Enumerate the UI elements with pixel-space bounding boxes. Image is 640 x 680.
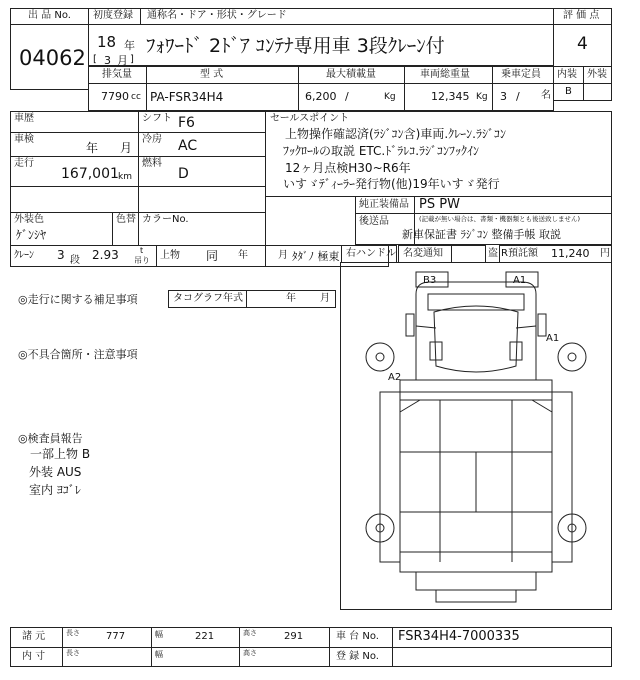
lot-number: 04062	[19, 46, 86, 70]
sales-line-4: いすゞﾃﾞｨｰﾗｰ発行物(他)19年いすゞ発行	[283, 177, 500, 191]
spec-label: 諸 元	[22, 631, 46, 642]
damage-mark-a1-rear: A1	[513, 275, 527, 286]
max-load-label: 最大積載量	[326, 69, 376, 80]
damage-mark-b3: B3	[423, 275, 437, 286]
defects-title: ◎不具合箇所・注意事項	[18, 348, 138, 361]
inspection-label: 車検	[14, 134, 34, 145]
model-code: PA-FSR34H4	[150, 90, 224, 104]
recycle-label: R預託額	[501, 248, 538, 259]
capacity: 3	[500, 90, 507, 103]
equipment-label: 純正装備品	[359, 199, 409, 210]
gross-weight-label: 車両総重量	[420, 69, 470, 80]
capacity-label: 乗車定員	[501, 69, 541, 80]
shift: F6	[178, 115, 195, 131]
steering: 右ハンドル	[346, 248, 396, 259]
sales-line-2: ﾌｯｸﾛｰﾙの取説 ETC.ﾄﾞﾗﾚｺ.ﾗｼﾞｺﾝﾌｯｸｲﾝ	[283, 144, 480, 158]
chassis-number: FSR34H4-7000335	[398, 629, 520, 644]
spec-row	[88, 66, 554, 111]
damage-mark-a2: A2	[388, 372, 402, 383]
mileage-unit: km	[118, 172, 132, 182]
deck-same: 同	[206, 249, 219, 263]
lot-number-label: 出 品 No.	[28, 10, 71, 21]
model-name: ﾌｫﾜｰﾄﾞ 2ﾄﾞｱ ｺﾝﾃﾅ専用車 3段ｸﾚｰﾝ付	[146, 35, 445, 57]
chassis-label: 車 台 No.	[336, 631, 379, 642]
crane-lift-unit: 吊り	[134, 256, 150, 265]
inner-width-label: 幅	[155, 650, 163, 659]
length: 777	[106, 631, 126, 642]
fuel: D	[178, 166, 189, 182]
tachograph-month-unit: 月	[320, 293, 330, 304]
excerpt-label: 盗	[488, 248, 498, 259]
crane-stage-unit: 段	[70, 255, 80, 266]
grade-label: 評 価 点	[563, 10, 600, 21]
driving-notes-title: ◎走行に関する補足事項	[18, 293, 138, 306]
inspector-title: ◎検査員報告	[18, 432, 83, 445]
registration-month-unit: 月	[117, 54, 128, 67]
color-change-label: 色替	[116, 214, 136, 225]
height: 291	[284, 631, 304, 642]
crane-label: ｸﾚｰﾝ	[14, 250, 34, 261]
width-label: 幅	[155, 630, 163, 639]
exterior-grade-label: 外装	[587, 69, 607, 80]
deck-year-unit: 年	[238, 250, 248, 261]
deck-note: ﾀﾀﾞﾉ 極東	[292, 250, 340, 263]
capacity-sep: /	[516, 90, 520, 103]
max-load-unit: Kg	[384, 92, 396, 102]
ac-label: 冷房	[142, 134, 162, 145]
width: 221	[195, 631, 215, 642]
registration-month: 3	[104, 54, 111, 67]
displacement: 7790	[101, 90, 129, 103]
registration-year-unit: 年	[124, 39, 135, 52]
truck-damage-diagram	[340, 262, 612, 610]
history-label: 車歴	[14, 113, 34, 124]
inner-length-label: 長さ	[66, 649, 80, 657]
tachograph-year-unit: 年	[286, 293, 296, 304]
inspector-line-2: 外装 AUS	[29, 465, 82, 479]
recycle-amount: 11,240	[551, 247, 590, 260]
model-code-label: 型 式	[200, 69, 224, 80]
displacement-label: 排気量	[102, 69, 132, 80]
color: ｹﾞﾝｼﾔ	[16, 228, 47, 242]
registration-year: 18	[97, 33, 117, 51]
inspection-month-unit: 月	[120, 141, 133, 155]
sales-line-1: 上物操作確認済(ﾗｼﾞｺﾝ含)車両.ｸﾚｰﾝ.ﾗｼﾞｺﾝ	[285, 127, 506, 141]
sales-point-title: セールスポイント	[270, 113, 350, 124]
displacement-unit: cc	[131, 92, 141, 102]
inner-height-label: 高さ	[243, 649, 257, 657]
sales-line-3: 12ヶ月点検H30~R6年	[285, 161, 411, 175]
inspector-line-3: 室内 ﾖｺﾞﾚ	[29, 483, 81, 497]
gross-weight-unit: Kg	[476, 92, 488, 102]
crane-stages: 3	[57, 248, 65, 262]
crane-ton-unit: t	[140, 246, 144, 255]
fuel-label: 燃料	[142, 158, 162, 169]
registration-no-label: 登 録 No.	[336, 651, 379, 662]
max-load-sep: /	[345, 90, 349, 103]
model-name-label: 通称名・ドア・形状・グレード	[147, 10, 287, 21]
inspector-line-1: 一部上物 B	[30, 447, 91, 461]
interior-grade: B	[565, 86, 572, 97]
shift-label: シフト	[142, 113, 172, 124]
color-code-label: カラーNo.	[142, 214, 189, 225]
deck-label: 上物	[160, 250, 180, 261]
tachograph-label: タコグラフ年式	[173, 293, 243, 304]
deck-month-unit: 月	[278, 250, 288, 261]
color-label: 外装色	[14, 214, 44, 225]
equipment: PS PW	[419, 197, 460, 212]
length-label: 長さ	[66, 629, 80, 637]
gross-weight: 12,345	[431, 90, 470, 103]
mileage-label: 走行	[14, 158, 34, 169]
mileage: 167,001	[61, 166, 119, 182]
name-change-label: 名変通知	[403, 248, 443, 259]
capacity-unit: 名	[541, 90, 551, 101]
height-label: 高さ	[243, 629, 257, 637]
first-registration-label: 初度登録	[93, 10, 133, 21]
inspection-year-unit: 年	[86, 141, 99, 155]
overall-grade: 4	[577, 34, 588, 54]
ac: AC	[178, 138, 198, 154]
inner-dims-label: 内 寸	[22, 651, 46, 662]
recycle-unit: 円	[600, 248, 610, 259]
after-items-note: (記載が無い場合は、書類・機器類とも後送致しません)	[419, 215, 581, 223]
interior-grade-label: 内装	[557, 69, 577, 80]
max-load: 6,200	[305, 90, 337, 103]
damage-mark-a1-side: A1	[546, 333, 560, 344]
after-items: 新車保証書 ﾗｼﾞｺﾝ 整備手帳 取説	[402, 228, 561, 241]
crane-tons: 2.93	[92, 248, 119, 262]
after-items-label: 後送品	[359, 216, 389, 227]
